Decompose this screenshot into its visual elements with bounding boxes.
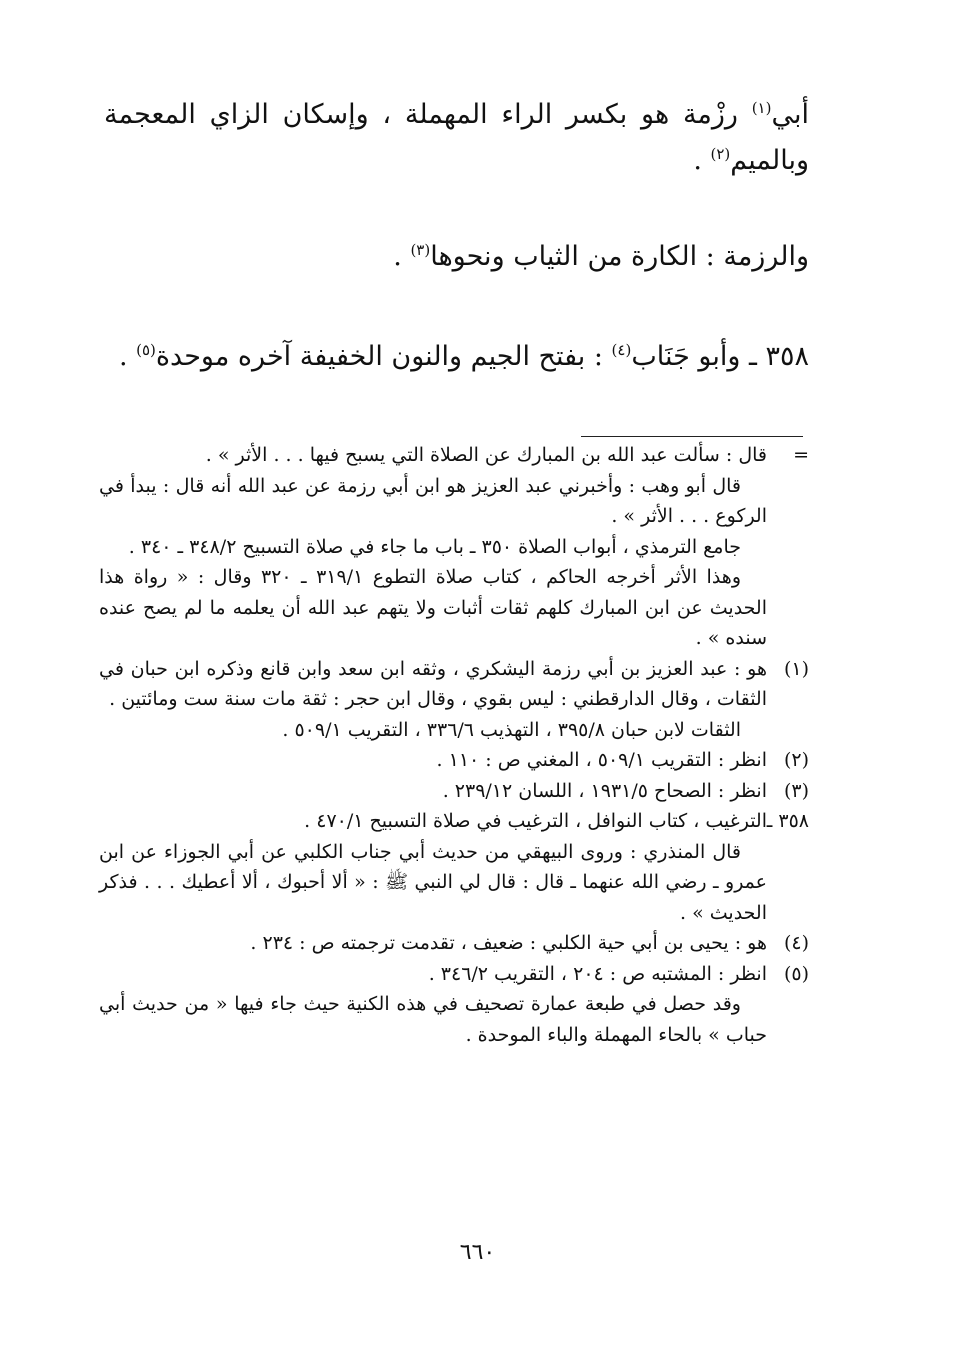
- para2-text: والرزمة : الكارة من الثياب ونحوها: [430, 241, 809, 272]
- para3-end: .: [118, 341, 137, 372]
- footnote-5-continuation: وقد حصل في طبعة عمارة تصحيف في هذه الكنية حيث جاء فيها « من حديث أبي حباب » بالحاء المهملة والباء الموحدة .: [99, 993, 767, 1046]
- footnote-4-marker: (٤): [783, 932, 809, 954]
- footnote-separator: [581, 436, 803, 437]
- footnote-5-text: انظر : المشتبه ص : ٢٠٤ ، التقريب ٣٤٦/٢ .: [428, 962, 767, 985]
- entry-number: ٣٥٨ ـ: [748, 341, 809, 372]
- footnotes-section: [99, 440, 809, 1050]
- footnote-2-marker: (٢): [783, 749, 809, 771]
- continuation-text: قال : سألت عبد الله بن المبارك عن الصلاة التي يسبح فيها . . . الأثر » .: [205, 444, 767, 466]
- footnote-ref-4[interactable]: (٤): [611, 341, 632, 359]
- footnote-1-continuation: الثقات لابن حبان ٣٩٥/٨ ، التهذيب ٣٣٦/٦ ، التقريب ٥٠٩/١ .: [282, 718, 741, 741]
- footnote-358: [99, 806, 809, 837]
- para2-end: .: [393, 241, 411, 272]
- footnote-3: [99, 776, 809, 807]
- footnote-ref-2[interactable]: (٢): [710, 145, 731, 163]
- para1-before: أبي: [771, 99, 809, 130]
- footnote-ref-3[interactable]: (٣): [410, 241, 431, 259]
- footnote-ref-1[interactable]: (١): [751, 99, 772, 117]
- footnote-5: [99, 959, 809, 990]
- para1-end: .: [693, 145, 711, 176]
- footnote-2: [99, 745, 809, 776]
- footnote-3-marker: (٣): [783, 779, 809, 802]
- footnote-continuation: [99, 440, 809, 471]
- footnote-358-text: الترغيب ، كتاب النوافل ، الترغيب في صلاة التسبيح ٤٧٠/١ .: [304, 810, 767, 832]
- footnote-4: [99, 928, 809, 959]
- footnote-358-continuation: قال المنذري : وروى البيهقي من حديث أبي جناب الكلبي عن أبي الجوزاء عن ابن عمرو ـ رضي الله عنهما ـ قال : قال لي النبي ﷺ : « ألا أحبوك ، ألا أعطيك . . . فذكر الحديث » .: [99, 840, 767, 924]
- footnote-3-text: انظر : الصحاح ١٩٣١/٥ ، اللسان ٢٣٩/١٢ .: [442, 779, 767, 802]
- continuation-marker: =: [793, 444, 809, 466]
- page-number: ٦٦٠: [459, 1240, 496, 1265]
- main-paragraph-3: [104, 334, 809, 380]
- footnote-5-marker: (٥): [783, 962, 809, 985]
- footnote-1-marker: (١): [783, 657, 809, 680]
- footnote-4-text: هو : يحيى بن أبي حية الكلبي : ضعيف ، تقدمت ترجمته ص : ٢٣٤ .: [250, 932, 767, 954]
- main-paragraph-1: [104, 92, 809, 184]
- para3-text-b: : بفتح الجيم والنون الخفيفة آخره موحدة: [155, 341, 612, 372]
- footnote-358-marker: ٣٥٨ ـ: [766, 810, 809, 832]
- continuation-paragraph-2: قال أبو وهب : وأخبرني عبد العزيز هو ابن أبي رزمة عن عبد الله أنه قال : يبدأ في الركوع . . . الأثر » .: [99, 474, 767, 527]
- footnote-2-text: انظر : التقريب ٥٠٩/١ ، المغني ص : ١١٠ .: [436, 749, 767, 771]
- para3-text-a: وأبو جَنَاب: [631, 341, 749, 372]
- continuation-paragraph-3: جامع الترمذي ، أبواب الصلاة ٣٥٠ ـ باب ما جاء في صلاة التسبيح ٣٤٨/٢ ـ ٣٤٠ .: [128, 535, 741, 558]
- footnote-1: [99, 654, 809, 715]
- para1-text: رزْمة هو بكسر الراء المهملة ، وإسكان الزاي المعجمة وبالميم: [104, 99, 809, 176]
- footnote-ref-5[interactable]: (٥): [136, 341, 156, 359]
- main-paragraph-2: [104, 234, 809, 280]
- footnote-1-text: هو : عبد العزيز بن أبي رزمة اليشكري ، وثقه ابن سعد وابن قانع وذكره ابن حبان في الثقات ، وقال الدارقطني : ليس بقوي ، وقال ابن حجر : ثقة مات سنة ست ومائتين .: [99, 657, 767, 710]
- continuation-paragraph-4: وهذا الأثر أخرجه الحاكم ، كتاب صلاة التطوع ٣١٩/١ ـ ٣٢٠ وقال : « رواة هذا الحديث عن ابن المبارك كلهم ثقات أثبات ولا يتهم عبد الله أن يعلمه ما لم يصح عنده سنده » .: [99, 566, 767, 649]
